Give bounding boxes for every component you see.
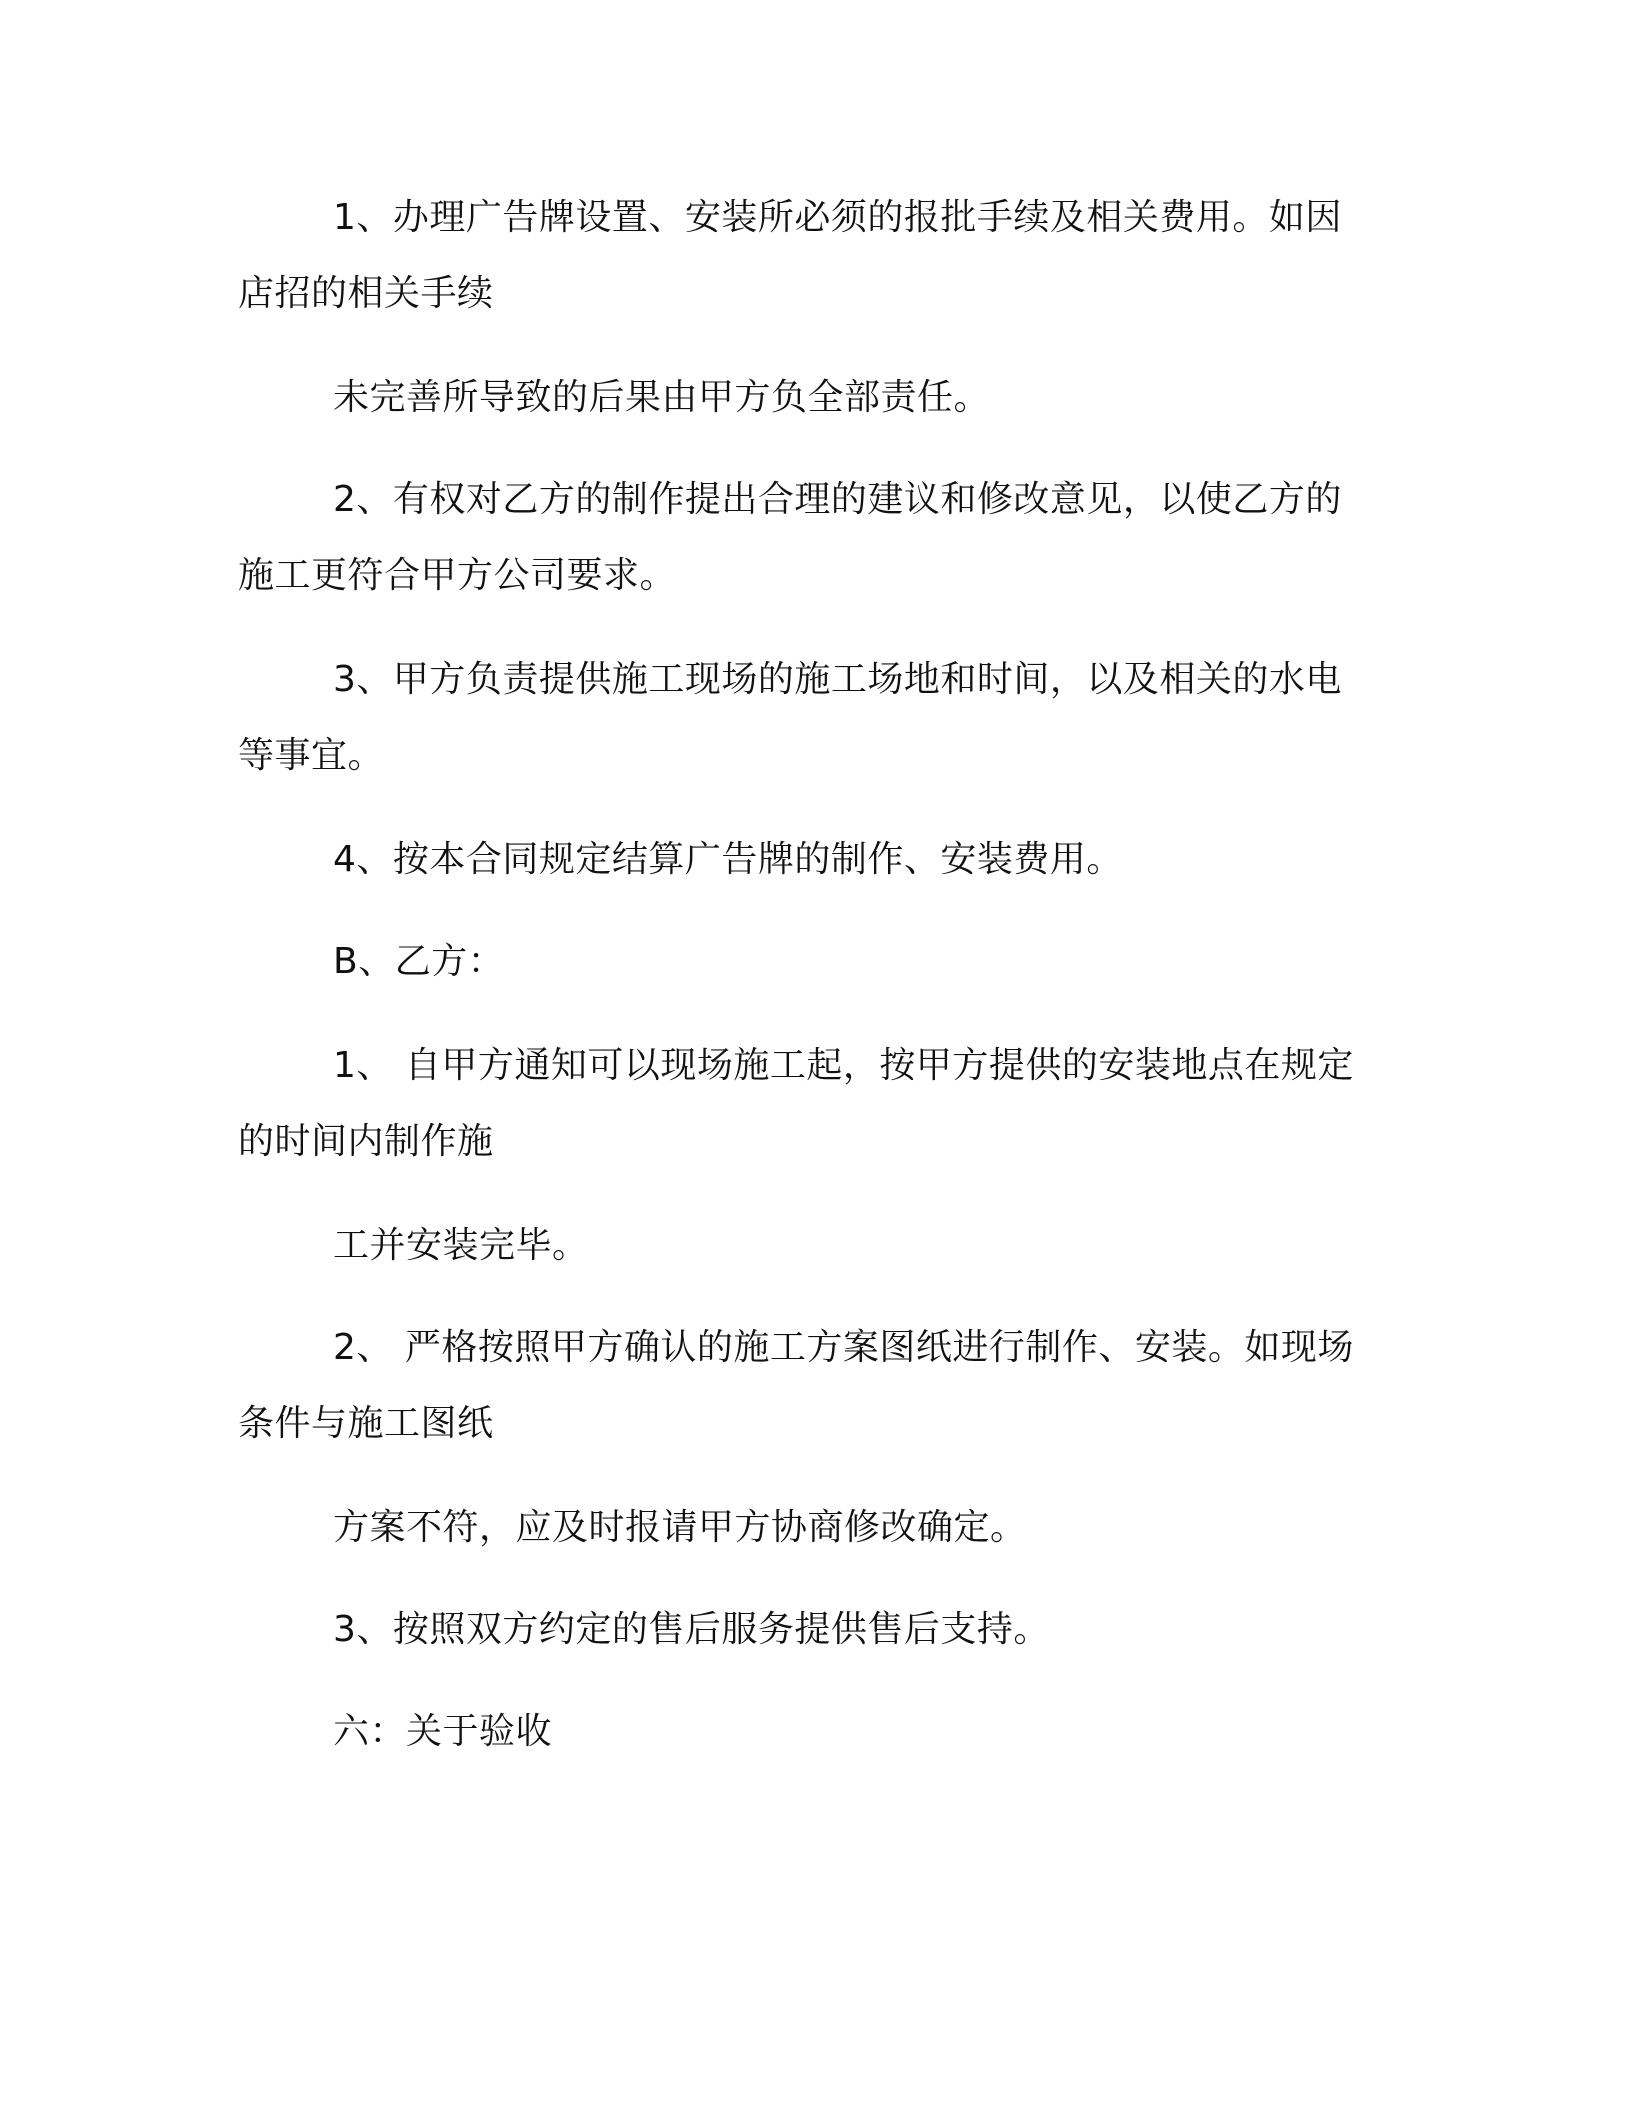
- paragraph-1-line-2: 店招的相关手续: [238, 273, 494, 314]
- paragraph-3-line-1: 2、有权对乙方的制作提出合理的建议和修改意见，以使乙方的: [333, 479, 1342, 520]
- paragraph-2-line-1: 未完善所导致的后果由甲方负全部责任。: [333, 377, 991, 418]
- paragraph-9-line-1: 2、 严格按照甲方确认的施工方案图纸进行制作、安装。如现场: [333, 1327, 1354, 1368]
- paragraph-4-line-1: 3、甲方负责提供施工现场的施工场地和时间，以及相关的水电: [333, 659, 1342, 700]
- paragraph-4-line-2: 等事宜。: [238, 735, 385, 776]
- paragraph-9-line-2: 条件与施工图纸: [238, 1403, 494, 1444]
- paragraph-10-line-1: 方案不符，应及时报请甲方协商修改确定。: [333, 1507, 1027, 1548]
- paragraph-7-line-1: 1、 自甲方通知可以现场施工起，按甲方提供的安装地点在规定: [333, 1045, 1354, 1086]
- paragraph-6-line-1: B、乙方：: [333, 941, 505, 982]
- paragraph-12-line-1: 六：关于验收: [333, 1711, 553, 1752]
- paragraph-1-line-1: 1、办理广告牌设置、安装所必须的报批手续及相关费用。如因: [333, 197, 1342, 238]
- paragraph-5-line-1: 4、按本合同规定结算广告牌的制作、安装费用。: [333, 839, 1123, 880]
- paragraph-3-line-2: 施工更符合甲方公司要求。: [238, 555, 677, 596]
- paragraph-8-line-1: 工并安装完毕。: [333, 1225, 589, 1266]
- paragraph-11-line-1: 3、按照双方约定的售后服务提供售后支持。: [333, 1609, 1050, 1650]
- paragraph-7-line-2: 的时间内制作施: [238, 1121, 494, 1162]
